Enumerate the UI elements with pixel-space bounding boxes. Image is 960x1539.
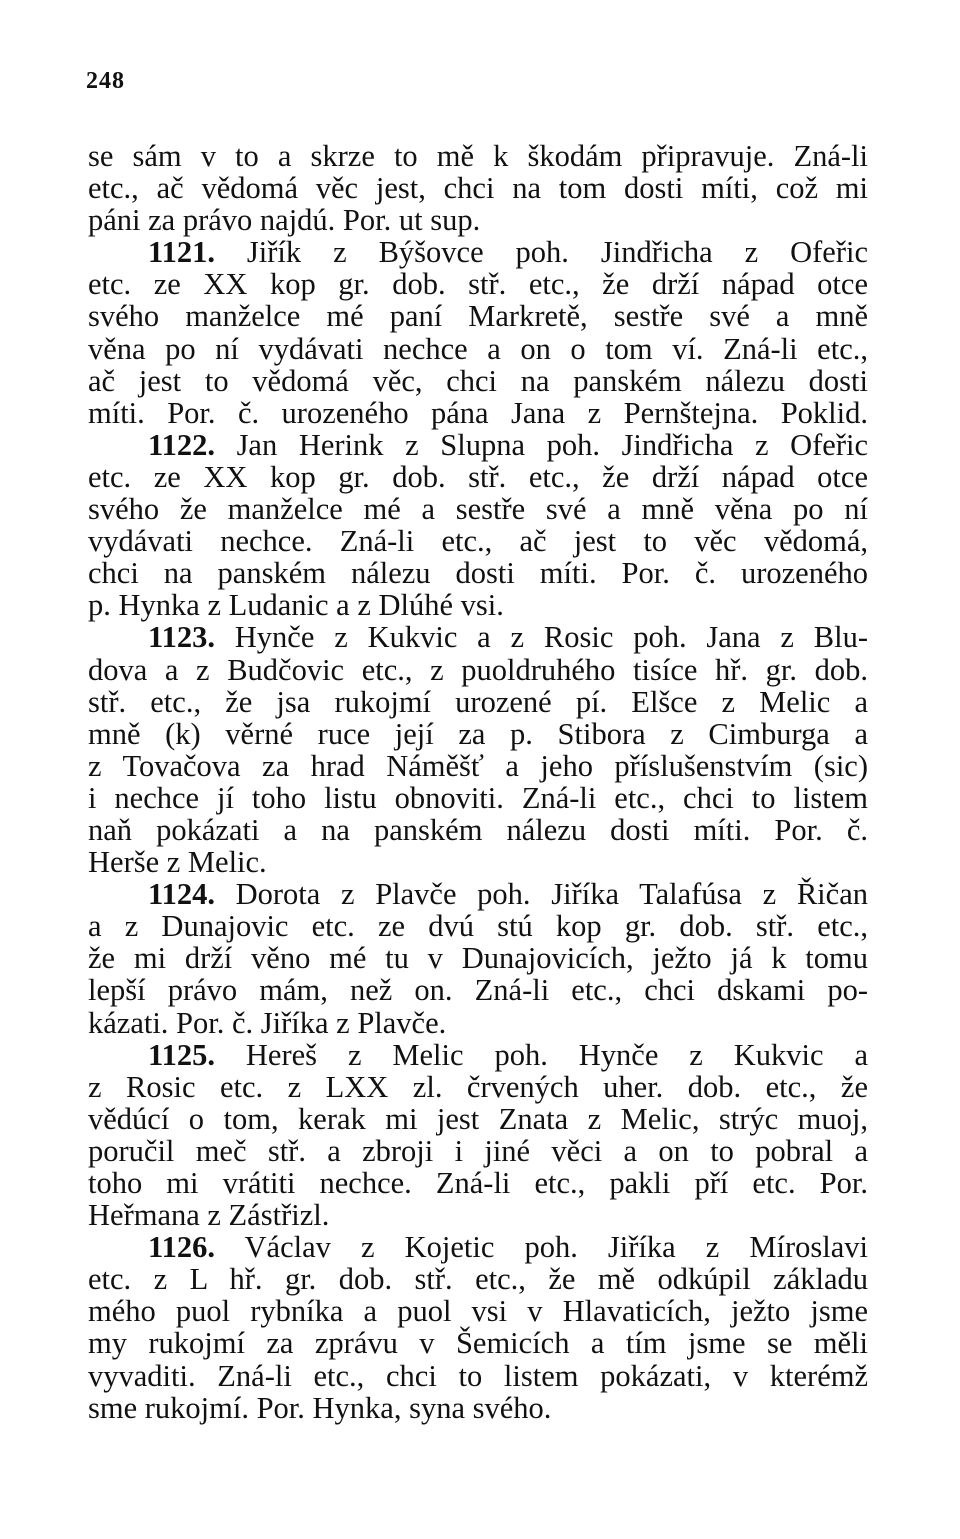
text-line xyxy=(88,268,868,300)
page-text xyxy=(88,140,868,1424)
text-line xyxy=(88,397,868,429)
text-line xyxy=(88,204,868,236)
text-line xyxy=(88,461,868,493)
entry-first-line xyxy=(88,429,868,461)
entry-number: 1123. xyxy=(148,620,215,655)
line-text: p. Hynka z Ludanic a z Dlúhé vsi. xyxy=(88,588,504,623)
line-text: Herše z Melic. xyxy=(88,845,267,880)
line-text: lepší právo mám, než on. Zná-li etc., chci dskami po- xyxy=(88,973,868,1008)
entry-first-line xyxy=(88,1231,868,1263)
line-text: chci na panském nálezu dosti míti. Por. č. urozeného xyxy=(88,556,868,591)
entry-number: 1121. xyxy=(148,235,215,270)
text-line xyxy=(88,814,868,846)
line-text: sme rukojmí. Por. Hynka, syna svého. xyxy=(88,1390,552,1425)
line-text: etc. z L hř. gr. dob. stř. etc., že mě odkúpil základu xyxy=(88,1262,868,1297)
entry-first-line xyxy=(88,1039,868,1071)
text-line xyxy=(88,589,868,621)
line-text: i nechce jí toho listu obnoviti. Zná-li etc., chci to listem xyxy=(88,780,868,815)
line-text: míti. Por. č. urozeného pána Jana z Pernštejna. Poklid. xyxy=(88,395,868,430)
entry-first-line xyxy=(88,878,868,910)
text-line xyxy=(88,1135,868,1167)
entry-first-line xyxy=(88,621,868,653)
line-text: naň pokázati a na panském nálezu dosti míti. Por. č. xyxy=(88,812,868,847)
line-text: Václav z Kojetic poh. Jiříka z Míroslavi xyxy=(244,1230,868,1265)
text-line xyxy=(88,1360,868,1392)
line-text: etc. ze XX kop gr. dob. stř. etc., že drží nápad otce xyxy=(88,459,868,494)
text-line xyxy=(88,1199,868,1231)
text-line xyxy=(88,1392,868,1424)
line-text: a z Dunajovic etc. ze dvú stú kop gr. dob. stř. etc., xyxy=(88,909,868,944)
line-text: Hereš z Melic poh. Hynče z Kukvic a xyxy=(245,1037,869,1072)
line-text: se sám v to a skrze to mě k škodám připravuje. Zná-li xyxy=(88,139,868,173)
line-text: že mi drží věno mé tu v Dunajovicích, ježto já k tomu xyxy=(88,941,868,976)
line-text: ač jest to vědomá věc, chci na panském nálezu dosti xyxy=(88,363,868,398)
line-text: Heřmana z Zástřizl. xyxy=(88,1198,330,1233)
text-line xyxy=(88,654,868,686)
line-text: etc., ač vědomá věc jest, chci na tom dosti míti, což mi xyxy=(88,171,868,206)
line-text: poručil meč stř. a zbroji i jiné věci a on to pobral a xyxy=(88,1133,868,1168)
page-number: 248 xyxy=(86,68,125,94)
line-text: svého že manželce mé a sestře své a mně věna po ní xyxy=(88,492,868,527)
line-text: věna po ní vydávati nechce a on o tom ví. Zná-li etc., xyxy=(88,331,868,366)
text-line xyxy=(88,172,868,204)
entry-number: 1126. xyxy=(148,1230,215,1265)
text-line xyxy=(88,300,868,332)
text-line xyxy=(88,718,868,750)
line-text: Hynče z Kukvic a z Rosic poh. Jana z Blu- xyxy=(234,620,868,655)
line-text: stř. etc., že jsa rukojmí urozené pí. Elšce z Melic a xyxy=(88,684,868,719)
line-text: Jiřík z Býšovce poh. Jindřicha z Ofeřic xyxy=(246,235,868,270)
line-text: mého puol rybníka a puol vsi v Hlavaticích, ježto jsme xyxy=(88,1294,868,1329)
text-line xyxy=(88,1263,868,1295)
text-line xyxy=(88,493,868,525)
line-text: vědúcí o tom, kerak mi jest Znata z Melic, strýc muoj, xyxy=(88,1101,868,1136)
line-text: vyvaditi. Zná-li etc., chci to listem pokázati, v kterémž xyxy=(88,1358,868,1393)
text-line xyxy=(88,1167,868,1199)
line-text: mně (k) věrné ruce její za p. Stibora z Cimburga a xyxy=(88,716,868,751)
text-line xyxy=(88,782,868,814)
line-text: kázati. Por. č. Jiříka z Plavče. xyxy=(88,1005,447,1040)
line-text: Dorota z Plavče poh. Jiříka Talafúsa z Řičan xyxy=(235,877,868,912)
text-line xyxy=(88,942,868,974)
text-line xyxy=(88,1295,868,1327)
text-line xyxy=(88,557,868,589)
text-line xyxy=(88,1103,868,1135)
entry-number: 1124. xyxy=(148,877,215,912)
entry-number: 1122. xyxy=(148,427,215,462)
text-line xyxy=(88,686,868,718)
text-line xyxy=(88,1071,868,1103)
line-text: z Rosic etc. z LXX zl. črvených uher. dob. etc., že xyxy=(88,1069,868,1104)
line-text: toho mi vrátiti nechce. Zná-li etc., pakli pří etc. Por. xyxy=(88,1166,868,1200)
line-text: Jan Herink z Slupna poh. Jindřicha z Ofeřic xyxy=(236,427,868,462)
line-text: z Tovačova za hrad Náměšť a jeho příslušenstvím (sic) xyxy=(88,748,868,783)
text-line xyxy=(88,846,868,878)
text-line xyxy=(88,365,868,397)
text-line xyxy=(88,750,868,782)
text-line xyxy=(88,1007,868,1039)
line-text: dova a z Budčovic etc., z puoldruhého tisíce hř. gr. dob. xyxy=(88,652,868,687)
text-line xyxy=(88,910,868,942)
entry-first-line xyxy=(88,236,868,268)
line-text: vydávati nechce. Zná-li etc., ač jest to věc vědomá, xyxy=(88,524,868,559)
line-text: etc. ze XX kop gr. dob. stř. etc., že drží nápad otce xyxy=(88,267,868,302)
line-text: my rukojmí za zprávu v Šemicích a tím jsme se měli xyxy=(88,1326,868,1361)
entry-number: 1125. xyxy=(148,1037,215,1072)
text-line xyxy=(88,333,868,365)
line-text: páni za právo najdú. Por. ut sup. xyxy=(88,203,481,238)
line-text: svého manželce mé paní Markretě, sestře své a mně xyxy=(88,299,868,334)
text-line xyxy=(88,1327,868,1359)
text-line xyxy=(88,525,868,557)
text-line xyxy=(88,140,868,172)
text-line xyxy=(88,974,868,1006)
